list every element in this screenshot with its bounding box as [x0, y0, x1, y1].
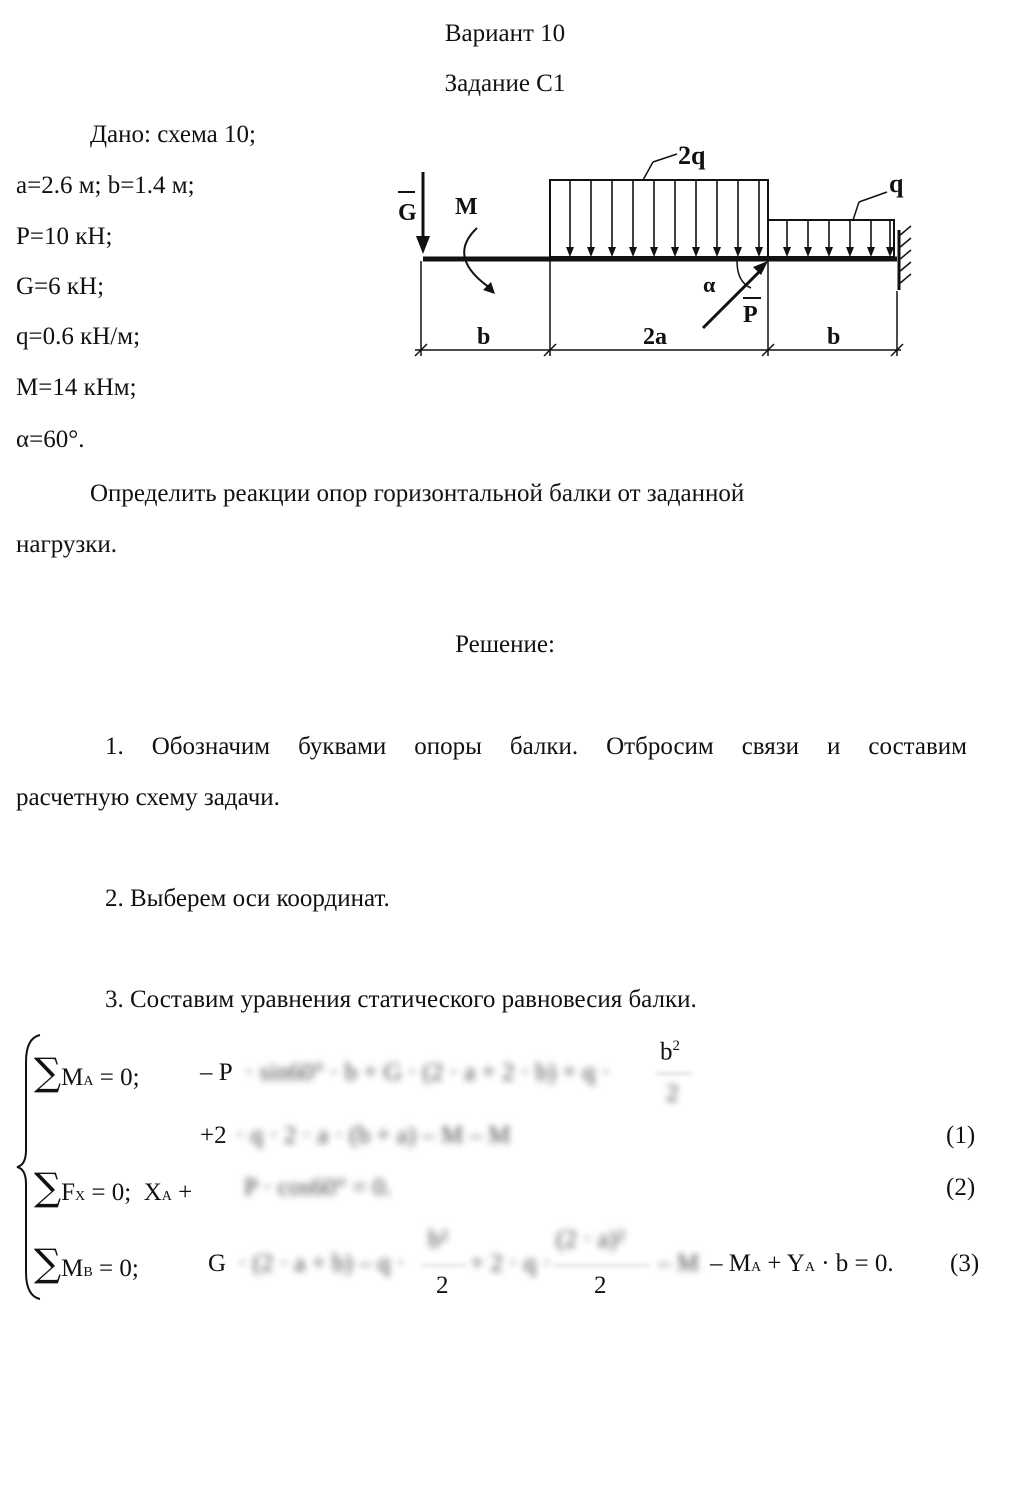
equation-2: ∑FX = 0; XA + — [34, 1165, 193, 1209]
equation-3-tail: – MA + YA · b = 0. — [710, 1250, 894, 1277]
eq3-fraction-2-numerator: (2 · a)² — [556, 1226, 625, 1253]
eq1-fraction-denominator: 2 — [666, 1080, 679, 1107]
eq3-fraction-1-denominator: 2 — [436, 1272, 449, 1299]
eq3-fraction-1-numerator: b² — [428, 1226, 448, 1253]
sum-sign: ∑ — [34, 1241, 62, 1285]
dim-b-right: b — [827, 324, 841, 350]
step-3: 3. Составим уравнения статического равновесия балки. — [105, 986, 697, 1013]
equation-1-blurred-part: · sin60° · b + G · (2 · a + 2 · b) + q · — [245, 1059, 610, 1086]
equation-3-g: G — [208, 1250, 227, 1277]
load-q-label: q — [889, 169, 904, 198]
task-line-2: нагрузки. — [16, 531, 118, 558]
equation-1-rhs-start: – P — [200, 1059, 233, 1086]
equation-3-blurred-3: – M — [658, 1250, 699, 1277]
equation-3-blurred-2: + 2 · q · — [470, 1250, 551, 1277]
eq1-fraction-numerator: $b^2$ — [660, 1038, 680, 1066]
moment-label: M — [455, 194, 478, 220]
step-1-line-2: расчетную схему задачи. — [16, 784, 280, 811]
given-intro: Дано: схема 10; — [90, 121, 256, 148]
p-force-label: P — [743, 302, 758, 328]
given-line: a=2.6 м; b=1.4 м; — [16, 172, 195, 199]
equation-1-number: (1) — [946, 1122, 976, 1149]
given-line: P=10 кН; — [16, 223, 113, 250]
beam-diagram — [385, 130, 925, 365]
equation-3-blurred-1: · (2 · a + b) – q · — [238, 1250, 405, 1277]
equation-3-number: (3) — [950, 1250, 980, 1277]
given-line: α=60°. — [16, 426, 85, 453]
g-force-label: G — [398, 200, 417, 226]
step-2: 2. Выберем оси координат. — [105, 885, 390, 912]
dim-b-left: b — [477, 324, 491, 350]
variant-title: Вариант 10 — [444, 20, 566, 47]
equation-1: ∑MA = 0; — [34, 1050, 140, 1094]
equation-2-blurred: P · cos60° = 0. — [244, 1174, 392, 1201]
dim-2a: 2a — [643, 324, 667, 350]
task-title: Задание С1 — [444, 70, 566, 97]
equation-1-line-2-start: +2 — [200, 1122, 227, 1149]
eq3-fraction-1-bar — [422, 1265, 466, 1266]
eq3-fraction-2-denominator: 2 — [594, 1272, 607, 1299]
equation-1-line-2-blurred: · q · 2 · a · (b + a) – M – M — [236, 1122, 511, 1149]
solution-title: Решение: — [455, 631, 555, 658]
given-line: M=14 кНм; — [16, 374, 137, 401]
alpha-label: α — [703, 272, 716, 297]
given-line: G=6 кН; — [16, 273, 105, 300]
equation-3: ∑MB = 0; — [34, 1241, 139, 1285]
sum-sign: ∑ — [34, 1050, 62, 1094]
task-line-1: Определить реакции опор горизонтальной балки от заданной — [90, 480, 745, 507]
equation-2-number: (2) — [946, 1174, 976, 1201]
step-1-line-1: 1. Обозначим буквами опоры балки. Отбросим связи и составим — [105, 733, 967, 760]
eq3-fraction-2-bar — [554, 1265, 650, 1266]
eq1-fraction-bar — [656, 1073, 692, 1074]
given-line: q=0.6 кН/м; — [16, 323, 141, 350]
load-2q-label: 2q — [678, 141, 706, 170]
sum-sign: ∑ — [34, 1165, 62, 1209]
